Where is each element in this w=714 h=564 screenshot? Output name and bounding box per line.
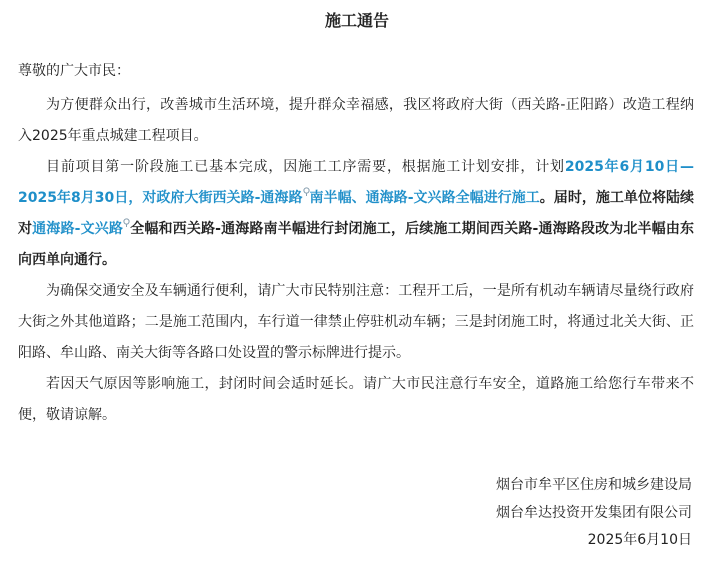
greeting: 尊敬的广大市民： [18, 63, 130, 79]
signer-2: 烟台牟达投资开发集团有限公司 [496, 504, 692, 521]
road-segment-link-1[interactable]: 西关路-通海路 [212, 190, 303, 206]
paragraph-2-bold-a: 。届时， [539, 190, 596, 206]
notice-body [18, 90, 694, 431]
paragraph-4: 若因天气原因等影响施工，封闭时间会适时延长。请广大市民注意行车安全，道路施工给您行车带来不便，敬请谅解。 [18, 376, 694, 423]
notice-date: 2025年6月10日 [587, 532, 692, 548]
paragraph-2-bold-b: 施工单位将陆续对 [18, 190, 695, 237]
schedule-highlight: 2025年6月10日—2025年8月30日，对政府大街 [18, 159, 694, 206]
road-segment-link-2[interactable]: 通海路-文兴路 [32, 221, 124, 237]
paragraph-2-bold-c: 全幅和西关路-通海路南半幅进行封闭施工，后续施工期间西关路-通海路段改为北半幅由东向西单向通行。 [18, 221, 694, 268]
paragraph-3: 为确保交通安全及车辆通行便利，请广大市民特别注意：工程开工后，一是所有机动车辆请尽量绕行政府大街之外其他道路；二是施工范围内，车行道一律禁止停驻机动车辆；三是封闭施工时，将通过北关大街、正阳路、牟山路、南关大街等各路口处设置的警示标牌进行提示。 [18, 283, 694, 361]
paragraph-1: 为方便群众出行，改善城市生活环境，提升群众幸福感，我区将政府大街（西关路-正阳路）改造工程纳入2025年重点城建工程项目。 [18, 97, 694, 144]
paragraph-2 [18, 152, 694, 276]
page-title: 施工通告 [324, 11, 389, 30]
signature-block [496, 472, 692, 555]
scope-highlight: 南半幅、通海路-文兴路全幅进行施工 [309, 190, 540, 206]
signer-1: 烟台市牟平区住房和城乡建设局 [496, 477, 692, 493]
location-pin-icon[interactable] [303, 187, 310, 196]
paragraph-2-text: 目前项目第一阶段施工已基本完成，因施工工序需要，根据施工计划安排，计划 [46, 159, 565, 175]
location-pin-icon[interactable] [123, 218, 130, 227]
